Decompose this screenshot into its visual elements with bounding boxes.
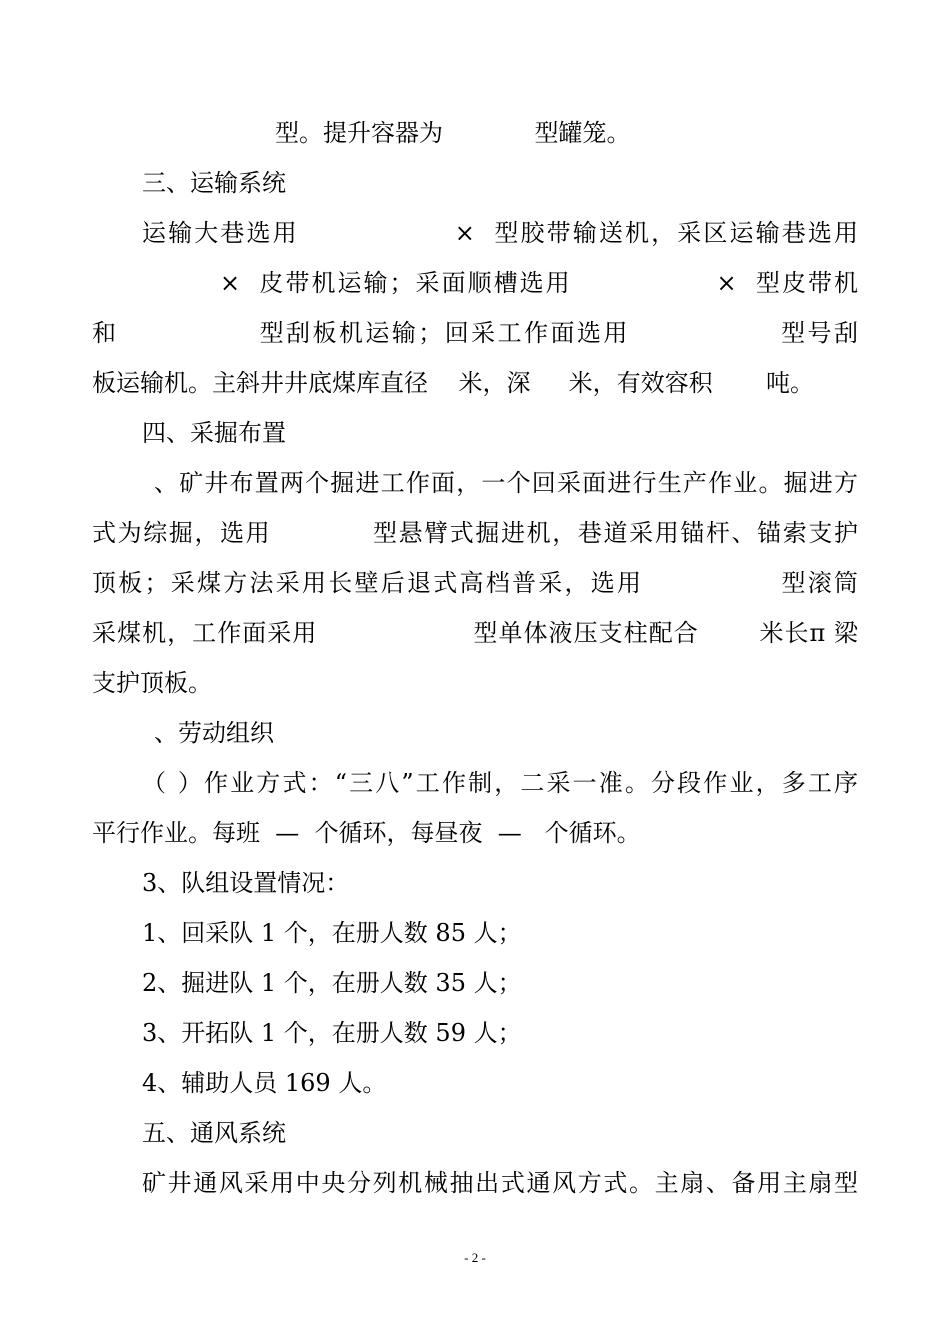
list-item: 2、掘进队 1 个，在册人数 35 人； — [142, 969, 522, 997]
text-line-8: 、矿井布置两个掘进工作面，一个回采面进行生产作业。掘进方 — [154, 469, 858, 497]
text-line-6: 板运输机。主斜井井底煤库直径 米，深 米，有效容积 吨。 — [92, 369, 815, 397]
section-heading-mining-layout: 四、采掘布置 — [142, 419, 286, 447]
text-line-15: 平行作业。每班 — 个循环，每昼夜 — 个循环。 — [92, 819, 641, 847]
section-heading-ventilation: 五、通风系统 — [142, 1119, 286, 1147]
text-line-1: 型。提升容器为 型罐笼。 — [275, 119, 631, 147]
list-item: 1、回采队 1 个，在册人数 85 人； — [142, 919, 522, 947]
list-item: 3、开拓队 1 个，在册人数 59 人； — [142, 1019, 522, 1047]
text-line-4: × 皮带机运输；采面顺槽选用 × 型皮带机 — [220, 269, 858, 297]
text-line-14: （ ）作业方式：“三八”工作制，二采一准。分段作业，多工序 — [142, 769, 858, 797]
section-heading-transport: 三、运输系统 — [142, 169, 286, 197]
text-line-9: 式为综掘，选用 型悬臂式掘进机，巷道采用锚杆、锚索支护 — [92, 519, 858, 547]
text-line-22: 矿井通风采用中央分列机械抽出式通风方式。主扇、备用主扇型 — [142, 1169, 858, 1197]
subsection-heading-labor: 、劳动组织 — [154, 719, 274, 747]
list-item: 4、辅助人员 169 人。 — [142, 1069, 387, 1097]
text-line-12: 支护顶板。 — [92, 669, 212, 697]
text-line-5: 和 型刮板机运输；回采工作面选用 型号刮 — [92, 319, 858, 347]
text-line-16: 3、队组设置情况： — [142, 869, 350, 897]
text-line-3: 运输大巷选用 × 型胶带输送机，采区运输巷选用 — [142, 219, 858, 247]
text-line-10: 顶板；采煤方法采用长壁后退式高档普采，选用 型滚筒 — [92, 569, 858, 597]
page-number: - 2 - — [464, 1250, 486, 1265]
text-line-11: 采煤机，工作面采用 型单体液压支柱配合 米长π 梁 — [92, 619, 858, 647]
